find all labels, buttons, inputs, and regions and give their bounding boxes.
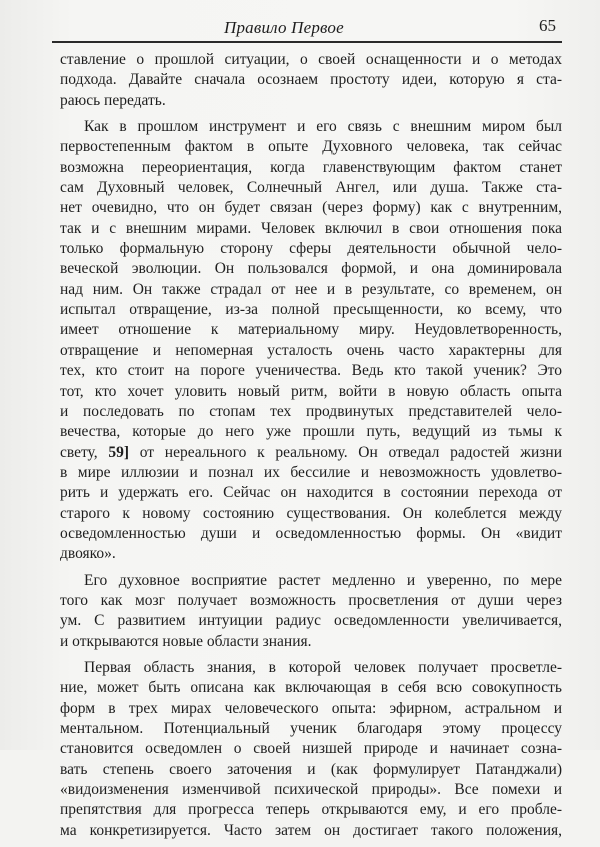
page-header — [52, 14, 562, 40]
text-line: испытал отвращение, из-за полной пресыщенности, ко всему, что — [60, 301, 562, 319]
text-line: отвращение и непомерная усталость очень часто характерны для — [60, 341, 562, 359]
text-line: становится осведомлен о своей низшей природе и начинает созна- — [60, 740, 562, 758]
text-line-with-page-marker — [60, 443, 562, 463]
text-line: тех, кто стоит на пороге ученичества. Ведь кто такой ученик? Это — [60, 362, 562, 380]
text-line: вать степень своего заточения и (как формулирует Патанджали) — [60, 760, 562, 778]
text-line: возможна переориентация, когда главенствующим фактом станет — [60, 158, 562, 176]
paragraph — [60, 117, 562, 565]
text-line: Первая область знания, в которой человек получает просветле- — [84, 658, 562, 676]
text-line: вечества, которые до него уже прошли путь, ведущий из тьмы к — [60, 423, 562, 441]
body-text — [60, 50, 562, 847]
text-line: сам Духовный человек, Солнечный Ангел, или душа. Также ста- — [60, 179, 562, 197]
text-line: имеет отношение к материальному миру. Неудовлетворенность, — [60, 321, 562, 339]
text-line: двояко». — [60, 545, 116, 563]
text-line: Как в прошлом инструмент и его связь с внешним миром был — [84, 118, 562, 136]
text-line: ментальном. Потенциальный ученик благодаря этому процессу — [60, 720, 562, 737]
page-marker: 59] — [108, 443, 130, 461]
text-line: только формальную сторону сферы деятельности обычной чело- — [60, 240, 562, 258]
line-segment: свету, — [60, 443, 109, 461]
text-line: Его духовное восприятие растет медленно и уверенно, по мере — [84, 571, 562, 589]
text-line: ставление о прошлой ситуации, о своей оснащенности и о методах — [60, 51, 562, 68]
running-head-title: Правило Первое — [224, 18, 344, 37]
text-line: подхода. Давайте сначала осознаем простоту идеи, которую я ста- — [60, 71, 562, 89]
text-line: раюсь передать. — [60, 91, 166, 109]
text-line: форм в трех мирах человеческого опыта: эфирном, астральном и — [60, 699, 562, 717]
text-line: нет очевидно, что он будет связан (через форму) как с внутренним, — [60, 199, 562, 217]
text-line: первостепенным фактом в опыте Духовного человека, так сейчас — [60, 138, 562, 156]
page-number: 65 — [539, 16, 556, 35]
header-rule — [52, 41, 562, 43]
text-line: старого к новому состоянию существования. Он колеблется между — [60, 504, 562, 522]
text-line: «видоизменения изменчивой психической природы». Все помехи и — [60, 781, 562, 799]
text-line: веческой эволюции. Он пользовался формой, и она доминировала — [60, 260, 562, 278]
text-line: ние, может быть описана как включающая в себя всю совокупность — [60, 679, 562, 697]
text-line: ма конкретизируется. Часто затем он достигает такого положения, — [60, 821, 562, 839]
text-line: тот, кто хочет уловить новый ритм, войти в новую область опыта — [60, 382, 562, 400]
text-line: препятствия для прогресса теперь открываются ему, и его пробле- — [60, 801, 562, 819]
text-line: осведомленностью души и осведомленностью формы. Он «видит — [60, 524, 562, 542]
text-line: так и с внешним мирами. Человек включил в свои отношения пока — [60, 219, 562, 237]
text-line: и последовать по стопам тех продвинутых представителей чело- — [60, 402, 562, 420]
text-line: в мире иллюзии и познал их бессилие и невозможность удовлетво- — [60, 463, 562, 481]
text-line: над ним. Он также страдал от нее и в результате, со временем, он — [60, 280, 562, 298]
text-line: того как мозг получает возможность просветления от души через — [60, 591, 562, 609]
text-line: и открываются новые области знания. — [60, 632, 312, 650]
text-line: ум. С развитием интуиции радиус осведомленности увеличивается, — [60, 612, 562, 630]
paragraph — [60, 50, 562, 111]
text-line: рить и удержать его. Сейчас он находится в состоянии перехода от — [60, 484, 562, 502]
paragraph — [60, 571, 562, 652]
line-segment: от нереального к реальному. Он отведал радостей жизни — [129, 443, 562, 461]
